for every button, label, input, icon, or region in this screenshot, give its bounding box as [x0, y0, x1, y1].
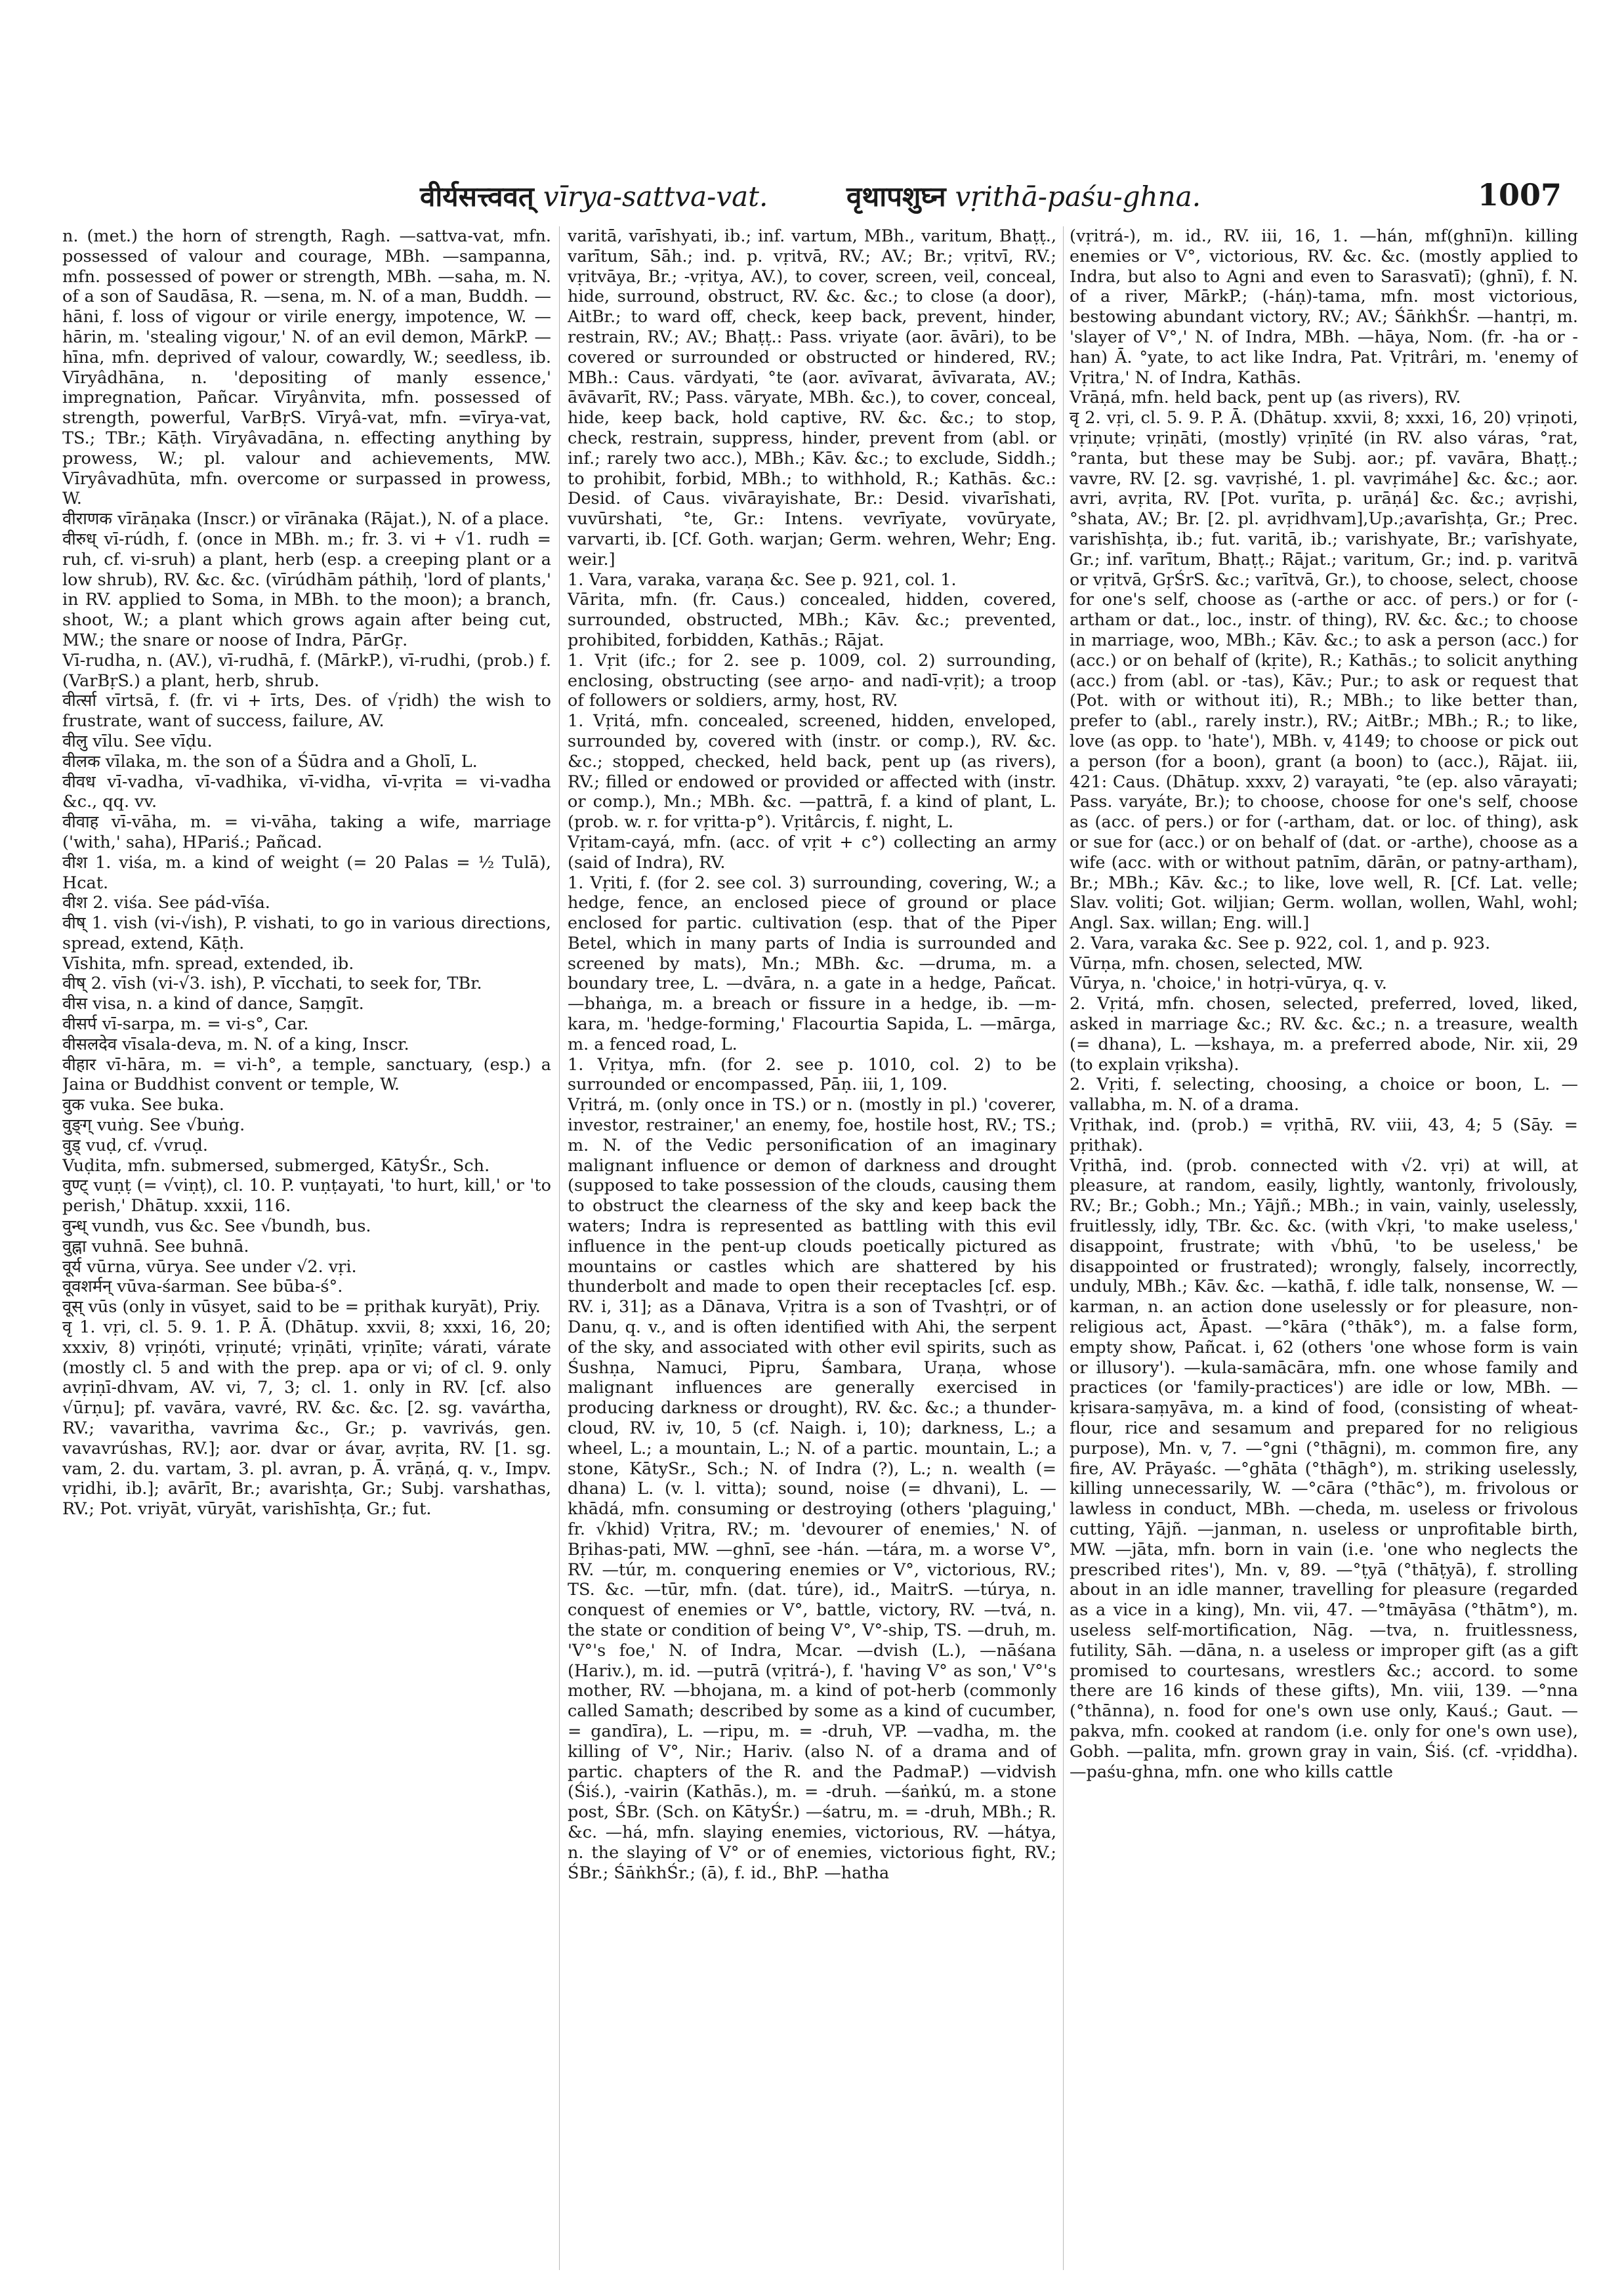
entry-paragraph: वूवशर्मन् vūva-śarman. See būba-ś°. — [62, 1277, 343, 1297]
entry-paragraph: 1. Vṛitya, mfn. (for 2. see p. 1010, col. 2) to be surrounded or encompassed, Pāṇ. iii, 1, 109. — [568, 1054, 1056, 1095]
entry-paragraph: 2. Vṛiti, f. selecting, choosing, a choice or boon, L. —vallabha, m. N. of a drama. — [1070, 1075, 1578, 1115]
text-column-2 — [568, 226, 1056, 2273]
entry-paragraph: वीराणक vīrāṇaka (Inscr.) or vīrānaka (Rājat.), N. of a place. — [62, 509, 549, 529]
entry-paragraph: वीस visa, n. a kind of dance, Saṃgīt. — [62, 994, 364, 1014]
entry-paragraph: वीवाह vī-vāha, m. = vi-vāha, taking a wife, marriage ('with,' saha), HPariś.; Pañcad. — [62, 812, 551, 852]
column-divider — [559, 226, 560, 2270]
entry-paragraph: 1. Vṛiti, f. (for 2. see col. 3) surrounding, covering, W.; a hedge, fence, an enclosed piece of ground or place enclosed for partic. cultivation (esp. that of the Piper Betel, which in many parts of India is surrounded and screened by mats), Mn.; MBh. &c. —druma, m. a boundary tree, L. —dvāra, n. a gate in a hedge, Pañcat. —bhaṅga, m. a breach or fissure in a hedge, ib. —m-kara, m. 'hedge-forming,' Flacourtia Sapida, L. —mārga, m. a fenced road, L. — [568, 873, 1056, 1054]
entry-paragraph: वुह्ना vuhnā. See buhnā. — [62, 1236, 249, 1256]
entry-paragraph: Vī-rudha, n. (AV.), vī-rudhā, f. (MārkP.), vī-rudhi, (prob.) f. (VarBṛS.) a plant, herb, shrub. — [62, 650, 551, 691]
running-head-left-roman: vīrya-sattva-vat. — [543, 180, 768, 213]
text-column-3 — [1070, 226, 1578, 2273]
entry-paragraph: वीष् 1. vish (vi-√ish), P. vishati, to go in various directions, spread, extend, Kāṭh. — [62, 913, 551, 953]
entry-paragraph: 1. Vṛitá, mfn. concealed, screened, hidden, enveloped, surrounded by, covered with (instr. or comp.), RV. &c. &c.; stopped, checked, held back, pent up (as rivers), RV.; filled or endowed or provided or affected with (instr. or comp.), Mn.; MBh. &c. —pattrā, f. a kind of plant, L. (prob. w. r. for vṛitta-p°). Vṛitârcis, f. night, L. — [568, 711, 1056, 833]
entry-paragraph: Vṛitam-cayá, mfn. (acc. of vṛit + c°) collecting an army (said of Indra), RV. — [568, 832, 1056, 873]
entry-paragraph: Vṛithak, ind. (prob.) = vṛithā, RV. viii, 43, 4; 5 (Sāy. = pṛithak). — [1070, 1115, 1578, 1155]
entry-paragraph: 1. Vara, varaka, varaṇa &c. See p. 921, col. 1. — [568, 569, 957, 590]
entry-paragraph: वूर्य vūrna, vūrya. See under √2. vṛi. — [62, 1256, 357, 1277]
running-head-left-devanagari: वीर्यसत्त्ववत् — [420, 180, 534, 213]
entry-paragraph: वुङ्ग् vuṅg. See √buṅg. — [62, 1115, 245, 1136]
text-column-1 — [62, 226, 551, 2273]
entry-paragraph: n. (met.) the horn of strength, Ragh. —sattva-vat, mfn. possessed of valour and courage, MBh. —sampanna, mfn. possessed of power or strength, MBh. —saha, m. N. of a son of Saudāsa, R. —sena, m. N. of a man, Buddh. —hāni, f. loss of vigour or virile energy, impotence, W. —hārin, m. 'stealing vigour,' N. of an evil demon, MārkP. —hīna, mfn. deprived of valour, cowardly, W.; seedless, ib. Vīryâdhāna, n. 'depositing of manly essence,' impregnation, Pañcar. Vīryânvita, mfn. possessed of strength, powerful, VarBṛS. Vīryâ-vat, mfn. =vīrya-vat, TS.; TBr.; Kāṭh. Vīryâvadāna, n. effecting anything by prowess, W.; pl. valour and achievements, MW. Vīryâvadhūta, mfn. overcome or surpassed in prowess, W. — [62, 226, 551, 509]
entry-paragraph: (vṛitrá-), m. id., RV. iii, 16, 1. —hán, mf(ghnī)n. killing enemies or V°, victorious, RV. &c. &c. (mostly applied to Indra, but also to Agni and even to Sarasvatī); (ghnī), f. N. of a river, MārkP.; (-háṇ)-tama, mfn. most victorious, bestowing abundant victory, RV.; AV.; ŚāṅkhŚr. —hantṛi, m. 'slayer of V°,' N. of Indra, MBh. —hāya, Nom. (fr. -ha or -han) Ā. °yate, to act like Indra, Pat. Vṛitrâri, m. 'enemy of Vṛitra,' N. of Indra, Kathās. — [1070, 226, 1578, 388]
running-head-left — [420, 177, 768, 215]
entry-paragraph: वीहार vī-hāra, m. = vi-h°, a temple, sanctuary, (esp.) a Jaina or Buddhist convent or temple, W. — [62, 1054, 551, 1095]
running-head-center-devanagari: वृथापशुघ्न — [846, 180, 946, 213]
entry-paragraph: वीष् 2. vīsh (vi-√3. ish), P. vīcchati, to seek for, TBr. — [62, 974, 482, 994]
column-divider — [1063, 226, 1064, 2270]
entry-paragraph: Vīshita, mfn. spread, extended, ib. — [62, 953, 354, 974]
entry-paragraph: Vuḍita, mfn. submersed, submerged, KātyŚr., Sch. — [62, 1155, 490, 1176]
entry-paragraph: 2. Vara, varaka &c. See p. 922, col. 1, and p. 923. — [1070, 933, 1491, 953]
entry-paragraph: वृ 2. vṛi, cl. 5. 9. P. Ā. (Dhātup. xxvii, 8; xxxi, 16, 20) vṛiṇoti, vṛiṇute; vṛiṇāti, (mostly) vṛiṇīté (in RV. also váras, °rat, °ranta, but these may be Subj. aor.; pf. vavāra, Bhaṭṭ.; vavre, RV. [2. sg. vavṛishé, 1. pl. vavṛimáhe] &c. &c.; aor. avri, avṛita, RV. [Pot. vurīta, p. urāṇá] &c. &c.; avṛishi, °shata, AV.; Br. [2. pl. avṛidhvam],Up.;avarīshṭa, Gr.; Prec. varishīshṭa, ib.; fut. varitā, ib.; varishyate, Br.; varīshyate, Gr.; inf. varītum, Bhaṭṭ.; Rājat.; varitum, Gr.; ind. p. varitvā or vṛitvā, GṛŚrS. &c.; varītvā, Gr.), to choose, select, choose for one's self, choose as (-arthe or acc. of pers.) or for (-artham or dat., loc., instr. of thing), RV. &c. &c.; to choose in marriage, woo, MBh.; Kāv. &c.; to ask a person (acc.) for (acc.) or on behalf of (kṛite), R.; Kathās.; to solicit anything (acc.) from (abl. or -tas), Kāv.; Pur.; to ask or request that (Pot. with or without iti), R.; MBh.; to like better than, prefer to (abl., rarely instr.), RV.; AitBr.; MBh.; R.; to like, love (as opp. to 'hate'), MBh. v, 4149; to choose or pick out a person (for a boon), grant (a boon) to (acc.), Rājat. iii, 421: Caus. (Dhātup. xxxv, 2) varayati, °te (ep. also vārayati; Pass. varyáte, Br.); to choose, choose for one's self, choose as (acc. of pers.) or for (-artham, dat. or loc. of thing), ask or sue for (acc.) or on behalf of (dat. or -arthe), choose as a wife (acc. with or without patnīm, dārān, or patny-artham), Br.; MBh.; Kāv. &c.; to like, love well, R. [Cf. Lat. velle; Slav. voliti; Got. wiljian; Germ. wollan, wollen, Wahl, wohl; Angl. Sax. willan; Eng. will.] — [1070, 408, 1578, 934]
entry-paragraph: Vrāṇá, mfn. held back, pent up (as rivers), RV. — [1070, 388, 1461, 408]
entry-paragraph: varitā, varīshyati, ib.; inf. vartum, MBh., varitum, Bhaṭṭ., varītum, Sāh.; ind. p. vṛitvā, RV.; AV.; Br.; vṛitvī, RV.; vṛitvāya, Br.; -vṛitya, AV.), to cover, screen, veil, conceal, hide, surround, obstruct, RV. &c. &c.; to close (a door), AitBr.; to ward off, check, keep back, prevent, hinder, restrain, RV.; AV.; Bhaṭṭ.: Pass. vriyate (aor. āvāri), to be covered or surrounded or obstructed or hindered, RV.; MBh.: Caus. vārdyati, °te (aor. avīvarat, āvīvarata, AV.; āvāvarīt, RV.; Pass. vāryate, MBh. &c.), to cover, conceal, hide, keep back, hold captive, RV. &c. &c.; to stop, check, restrain, suppress, hinder, prevent from (abl. or inf.; rarely two acc.), MBh.; Kāv. &c.; to exclude, Siddh.; to prohibit, forbid, MBh.; to withhold, R.; Kathās. &c.: Desid. of Caus. vivārayishate, Br.: Desid. vivarīshati, vuvūrshati, °te, Gr.: Intens. vevrīyate, vovūryate, varvarti, ib. [Cf. Goth. warjan; Germ. wehren, Wehr; Eng. weir.] — [568, 226, 1056, 569]
entry-paragraph: वीश 1. viśa, m. a kind of weight (= 20 Palas = ½ Tulā), Hcat. — [62, 852, 551, 893]
entry-paragraph: वीवध vī-vadha, vī-vadhika, vī-vidha, vī-vṛita = vi-vadha &c., qq. vv. — [62, 772, 551, 812]
entry-paragraph: वुण्ट् vuṇṭ (= √viṇṭ), cl. 10. P. vuṇṭayati, 'to hurt, kill,' or 'to perish,' Dhātup. xxxii, 116. — [62, 1176, 551, 1216]
entry-paragraph: वीलक vīlaka, m. the son of a Śūdra and a Gholī, L. — [62, 751, 478, 772]
page-number: 1007 — [1477, 177, 1562, 213]
entry-paragraph: 1. Vṛit (ifc.; for 2. see p. 1009, col. 2) surrounding, enclosing, obstructing (see arṇo- and nadī-vṛit); a troop of followers or soldiers, army, host, RV. — [568, 650, 1056, 711]
running-head-center — [846, 177, 1201, 215]
entry-paragraph: वीर्त्सा vīrtsā, f. (fr. vi + īrts, Des. of √ṛidh) the wish to frustrate, want of success, failure, AV. — [62, 691, 551, 732]
entry-paragraph: वीसलदेव vīsala-deva, m. N. of a king, Inscr. — [62, 1034, 409, 1054]
entry-paragraph: Vūrṇa, mfn. chosen, selected, MW. — [1070, 953, 1364, 974]
entry-paragraph: वूस् vūs (only in vūsyet, said to be = pṛithak kuryāt), Priy. — [62, 1297, 541, 1317]
entry-paragraph: वीरुध् vī-rúdh, f. (once in MBh. m.; fr. 3. vi + √1. rudh = ruh, cf. vi-sruh) a plant, herb (esp. a creeping plant or a low shrub), RV. &c. &c. (vīrúdhām páthiḥ, 'lord of plants,' in RV. applied to Soma, in MBh. to the moon); a branch, shoot, W.; a plant which grows again after being cut, MW.; the snare or noose of Indra, PārGṛ. — [62, 529, 551, 650]
entry-paragraph: Vṛithā, ind. (prob. connected with √2. vṛi) at will, at pleasure, at random, easily, lightly, wantonly, frivolously, RV.; Br.; Gobh.; Mn.; Yājñ.; MBh.; in vain, vainly, uselessly, fruitlessly, idly, TBr. &c. &c. (with √kṛi, 'to make useless,' disappoint, frustrate; with √bhū, 'to be useless,' be disappointed or frustrated); wrongly, falsely, incorrectly, unduly, MBh.; Kāv. &c. —kathā, f. idle talk, nonsense, W. —karman, n. an action done uselessly or for pleasure, non-religious act, Āpast. —°kāra (°thāk°), m. a false form, empty show, Pañcat. i, 62 (others 'one whose form is vain or illusory'). —kula-samācāra, mfn. one whose family and practices (or 'family-practices') are idle or low, MBh. —kṛisara-saṃyāva, m. a kind of food, (consisting of wheat-flour, rice and sesamum and prepared for no religious purpose), Mn. v, 7. —°gni (°thāgni), m. common fire, any fire, AV. Prāyaśc. —°ghāta (°thāgh°), m. striking uselessly, killing unnecessarily, W. —°cāra (°thāc°), m. frivolous or lawless in conduct, MBh. —cheda, m. useless or frivolous cutting, Yājñ. —janman, n. useless or unprofitable birth, MW. —jāta, mfn. born in vain (i.e. 'one who neglects the prescribed rites'), Mn. v, 89. —°ṭyā (°thāṭyā), f. strolling about in an idle manner, travelling for pleasure (regarded as a vice in a king), Mn. vii, 47. —°tmāyāsa (°thātm°), m. useless self-mortification, Nāg. —tva, n. fruitlessness, futility, Sāh. —dāna, n. a useless or improper gift (as a gift promised to courtesans, wrestlers &c.; accord. to some there are 16 kinds of these gifts), Mn. viii, 139. —°nna (°thānna), n. food for one's own use only, Kauś.; Gaut. —pakva, mfn. cooked at random (i.e. only for one's own use), Gobh. —palita, mfn. grown gray in vain, Śiś. (cf. -vṛiddha). —paśu-ghna, mfn. one who kills cattle — [1070, 1155, 1578, 1782]
entry-paragraph: वुक vuka. See buka. — [62, 1095, 224, 1115]
page-header — [0, 177, 1624, 223]
entry-paragraph: वीलु vīlu. See vīḍu. — [62, 731, 213, 751]
entry-paragraph: वृ 1. vṛi, cl. 5. 9. 1. P. Ā. (Dhātup. xxvii, 8; xxxi, 16, 20; xxxiv, 8) vṛiṇóti, vṛiṇuté; vṛiṇāti, vṛiṇīte; várati, várate (mostly cl. 5 and with the prep. apa or vi; of cl. 9. only avṛiṇī-dhvam, AV. vi, 7, 3; cl. 1. only in RV. [cf. also √ūrṇu]; pf. vavāra, vavré, RV. &c. &c. [2. sg. vavártha, RV.; vavaritha, vavrima &c., Gr.; p. vavrivás, gen. vavavrúshas, RV.]; aor. dvar or ávar, avṛita, RV. [1. sg. vam, 2. du. vartam, 3. pl. avran, p. Ā. vrāṇá, q. v., Impv. vṛidhi, ib.]; avārīt, Br.; avarishṭa, Gr.; Subj. varshathas, RV.; Pot. vriyāt, vūryāt, varishīshṭa, Gr.; fut. — [62, 1317, 551, 1520]
entry-paragraph: वीश 2. viśa. See pád-vīśa. — [62, 893, 270, 913]
entry-paragraph: वुड् vuḍ, cf. √vruḍ. — [62, 1135, 209, 1155]
entry-paragraph: वुन्ध् vundh, vus &c. See √bundh, bus. — [62, 1216, 371, 1237]
running-head-center-roman: vṛithā-paśu-ghna. — [955, 180, 1201, 213]
entry-paragraph: Vūrya, n. 'choice,' in hotṛi-vūrya, q. v. — [1070, 974, 1387, 994]
entry-paragraph: Vārita, mfn. (fr. Caus.) concealed, hidden, covered, surrounded, obstructed, MBh.; Kāv. &c.; prevented, prohibited, forbidden, Kathās.; Rājat. — [568, 590, 1056, 650]
entry-paragraph: वीसर्प vī-sarpa, m. = vi-s°, Car. — [62, 1014, 309, 1035]
entry-paragraph: Vṛitrá, m. (only once in TS.) or n. (mostly in pl.) 'coverer, investor, restrainer,' an enemy, foe, hostile host, RV.; TS.; m. N. of the Vedic personification of an imaginary malignant influence or demon of darkness and drought (supposed to take possession of the clouds, causing them to obstruct the clearness of the sky and keep back the waters; Indra is represented as battling with this evil influence in the pent-up clouds poetically pictured as mountains or castles which are shattered by his thunderbolt and made to open their receptacles [cf. esp. RV. i, 31]; as a Dānava, Vṛitra is a son of Tvashṭri, or of Danu, q. v., and is often identified with Ahi, the serpent of the sky, and associated with other evil spirits, such as Śushṇa, Namuci, Pipru, Śambara, Uraṇa, whose malignant influences are generally exercised in producing darkness or drought), RV. &c. &c.; a thunder-cloud, RV. iv, 10, 5 (cf. Naigh. i, 10); darkness, L.; a wheel, L.; a mountain, L.; N. of a partic. mountain, L.; a stone, KātySr., Sch.; N. of Indra (?), L.; n. wealth (= dhana) L. (v. l. vitta); sound, noise (= dhvani), L. —khādá, mfn. consuming or destroying (others 'plaguing,' fr. √khid) Vṛitra, RV.; m. 'devourer of enemies,' N. of Bṛihas-pati, MW. —ghnī, see -hán. —tára, m. a worse V°, RV. —túr, m. conquering enemies or V°, victorious, RV.; TS. &c. —tūr, mfn. (dat. túre), id., MaitrS. —túrya, n. conquest of enemies or V°, battle, victory, RV. —tvá, n. the state or condition of being V°, V°-ship, TS. —druh, m. 'V°'s foe,' N. of Indra, Mcar. —dvish (L.), —nāśana (Hariv.), m. id. —putrā (vṛitrá-), f. 'having V° as son,' V°'s mother, RV. —bhojana, m. a kind of pot-herb (commonly called Samath; described by some as a kind of cucumber, = gandīra), L. —ripu, m. = -druh, VP. —vadha, m. the killing of V°, Nir.; Hariv. (also N. of a drama and of partic. chapters of the R. and the PadmaP.) —vidvish (Śiś.), -vairin (Kathās.), m. = -druh. —śaṅkú, m. a stone post, ŚBr. (Sch. on KātyŚr.) —śatru, m. = -druh, MBh.; R. &c. —há, mfn. slaying enemies, victorious, RV. —hátya, n. the slaying of V° or of enemies, victorious fight, RV.; ŚBr.; ŚāṅkhŚr.; (ā), f. id., BhP. —hatha — [568, 1095, 1056, 1883]
entry-paragraph: 2. Vṛitá, mfn. chosen, selected, preferred, loved, liked, asked in marriage &c.; RV. &c. &c.; n. a treasure, wealth (= dhana), L. —kshaya, m. a preferred abode, Nir. xii, 29 (to explain vṛiksha). — [1070, 994, 1578, 1075]
